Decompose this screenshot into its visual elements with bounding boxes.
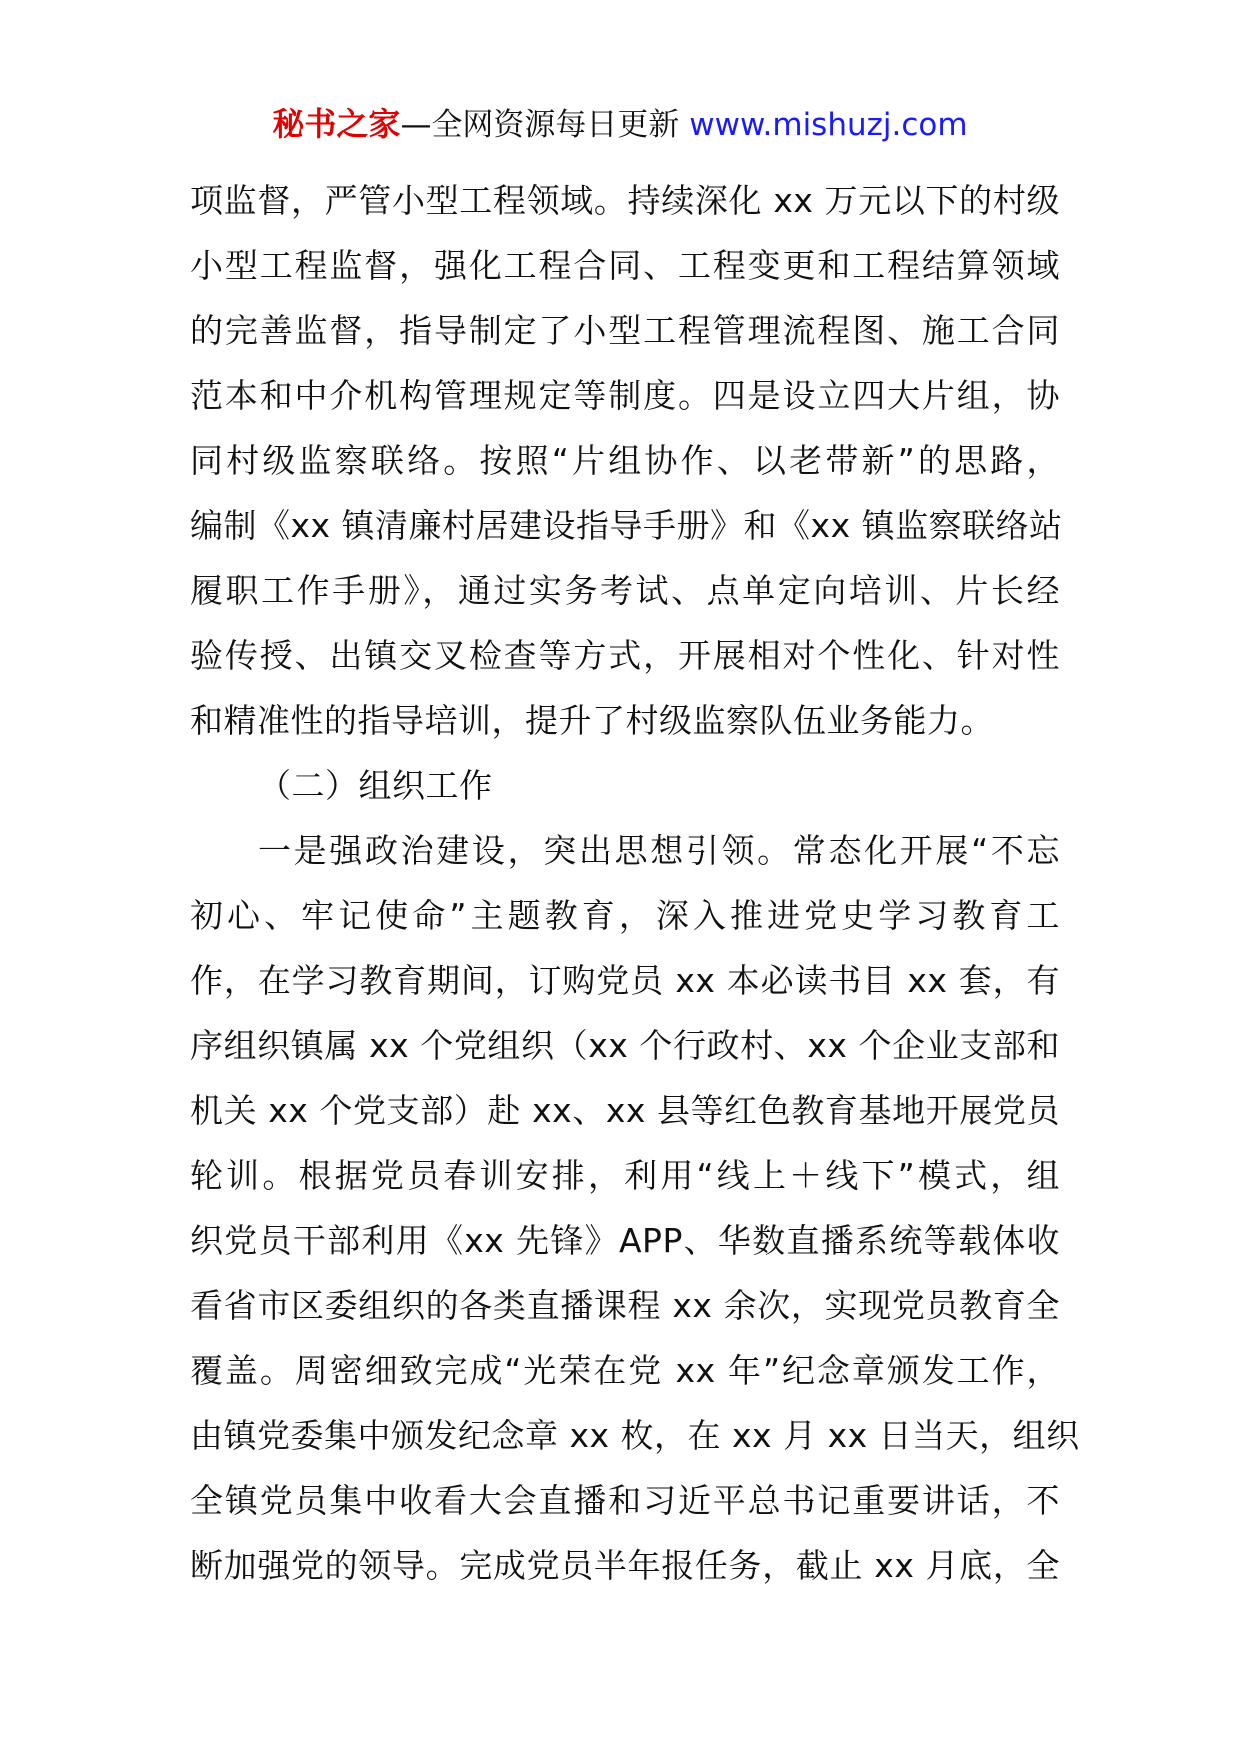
site-url-link[interactable]: www.mishuzj.com — [689, 107, 968, 143]
header-tagline: —全网资源每日更新 — [400, 107, 690, 143]
text-line: 履职工作手册》，通过实务考试、点单定向培训、片长经 — [190, 571, 1060, 610]
text-line: 看省市区委组织的各类直播课程 xx 余次，实现党员教育全 — [190, 1286, 1060, 1325]
text-line: 序组织镇属 xx 个党组织（xx 个行政村、xx 个企业支部和 — [190, 1026, 1060, 1065]
text-line: 编制《xx 镇清廉村居建设指导手册》和《xx 镇监察联络站 — [190, 506, 1063, 545]
document-body — [190, 168, 1080, 1598]
text-line: 范本和中介机构管理规定等制度。四是设立四大片组，协 — [190, 376, 1060, 415]
text-line: 初心、牢记使命”主题教育，深入推进党史学习教育工 — [190, 896, 1060, 935]
text-line: 一是强政治建设，突出思想引领。常态化开展“不忘 — [258, 831, 1060, 870]
text-line: 覆盖。周密细致完成“光荣在党 xx 年”纪念章颁发工作， — [190, 1351, 1060, 1390]
text-line: 和精准性的指导培训，提升了村级监察队伍业务能力。 — [190, 701, 994, 740]
text-line: （二）组织工作 — [258, 766, 493, 805]
text-line: 轮训。根据党员春训安排，利用“线上＋线下”模式，组 — [190, 1156, 1060, 1195]
text-line: 断加强党的领导。完成党员半年报任务，截止 xx 月底，全 — [190, 1546, 1060, 1585]
text-line: 的完善监督，指导制定了小型工程管理流程图、施工合同 — [190, 311, 1060, 350]
text-line: 全镇党员集中收看大会直播和习近平总书记重要讲话，不 — [190, 1481, 1060, 1520]
text-line: 织党员干部利用《xx 先锋》APP、华数直播系统等载体收 — [190, 1221, 1060, 1260]
text-line: 小型工程监督，强化工程合同、工程变更和工程结算领域 — [190, 246, 1060, 285]
text-line: 验传授、出镇交叉检查等方式，开展相对个性化、针对性 — [190, 636, 1060, 675]
text-line: 作，在学习教育期间，订购党员 xx 本必读书目 xx 套，有 — [190, 961, 1060, 1000]
site-header — [0, 102, 1240, 147]
text-line: 由镇党委集中颁发纪念章 xx 枚，在 xx 月 xx 日当天，组织 — [190, 1416, 1080, 1455]
text-line: 项监督，严管小型工程领域。持续深化 xx 万元以下的村级 — [190, 181, 1060, 220]
text-line: 机关 xx 个党支部）赴 xx、xx 县等红色教育基地开展党员 — [190, 1091, 1060, 1130]
brand-name: 秘书之家 — [272, 105, 401, 143]
text-line: 同村级监察联络。按照“片组协作、以老带新”的思路， — [190, 441, 1060, 480]
